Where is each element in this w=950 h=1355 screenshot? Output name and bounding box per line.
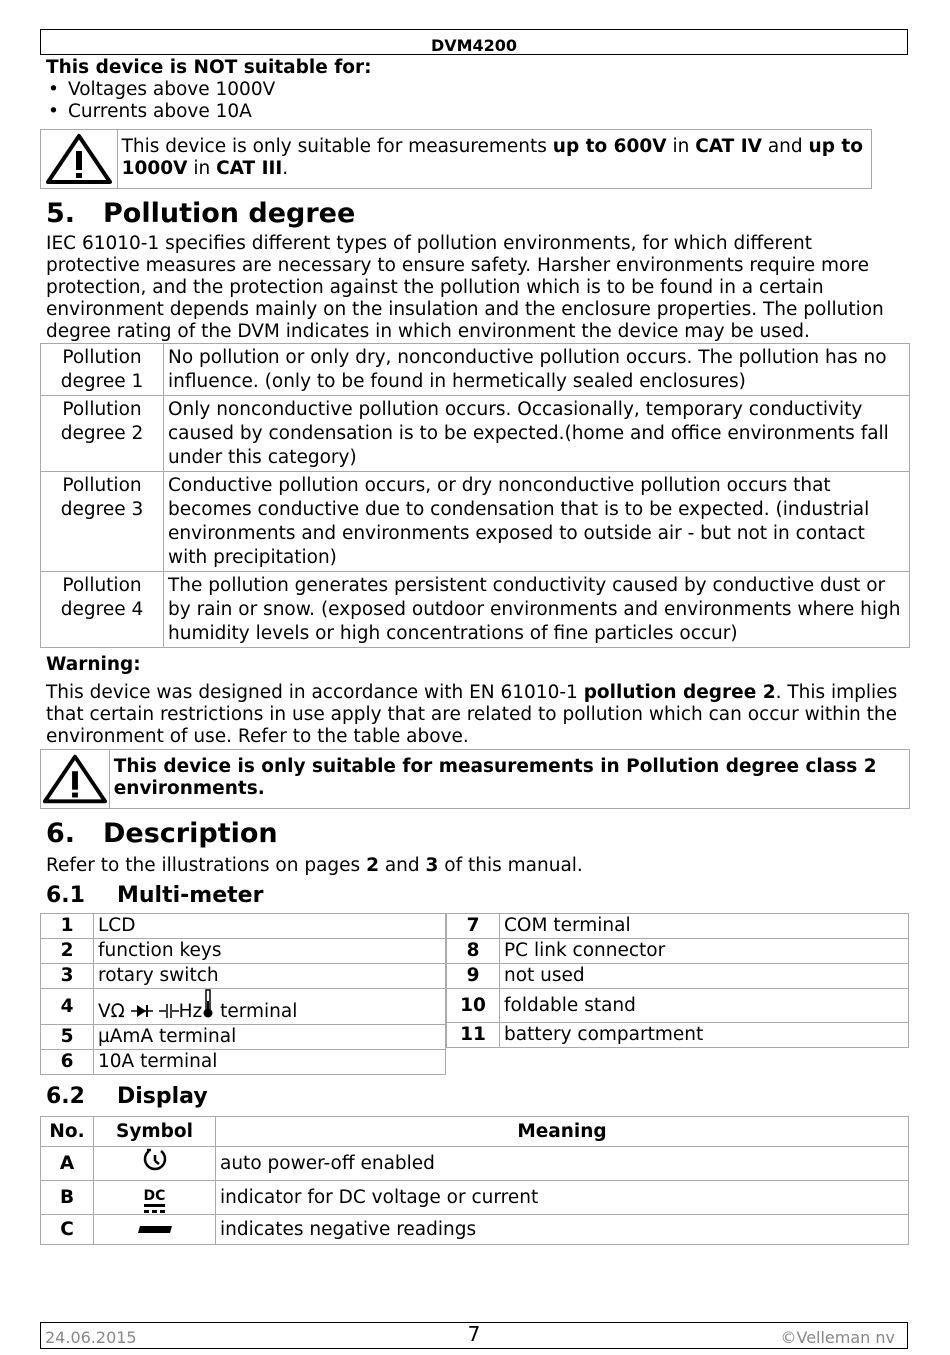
table-row bbox=[41, 472, 910, 572]
section-6-intro: Refer to the illustrations on pages 2 and 3 of this manual. bbox=[46, 855, 583, 876]
section-6-1-heading: 6.1 Multi-meter bbox=[46, 883, 264, 908]
page-footer bbox=[40, 1322, 908, 1349]
pollution-table bbox=[40, 343, 910, 648]
pollution-label: Pollution degree 2 bbox=[41, 396, 164, 472]
pollution-desc: The pollution generates persistent conductivity caused by conductive dust or by rain or snow. (exposed outdoor environments and environments where high humidity levels or high concentrations of fine particles occur) bbox=[164, 572, 910, 648]
table-row: 6 10A terminal bbox=[41, 1050, 446, 1075]
list-item: • Currents above 10A bbox=[46, 101, 910, 123]
col-header-meaning: Meaning bbox=[216, 1117, 909, 1147]
footer-date: 24.06.2015 bbox=[45, 1328, 137, 1347]
dc-icon: DC bbox=[94, 1181, 216, 1215]
col-header-symbol: Symbol bbox=[94, 1117, 216, 1147]
pollution-desc: No pollution or only dry, nonconductive pollution occurs. The pollution has no influence. (only to be found in hermetically sealed enclosures) bbox=[164, 344, 910, 396]
pollution-desc: Only nonconductive pollution occurs. Occasionally, temporary conductivity caused by condensation is to be expected.(home and office environments fall under this category) bbox=[164, 396, 910, 472]
table-row: C indicates negative readings bbox=[41, 1215, 909, 1245]
warning-title: Warning: bbox=[46, 654, 141, 675]
cat-warning-text: This device is only suitable for measurements up to 600V in CAT IV and up to 1000V in CAT III. bbox=[121, 136, 863, 179]
unsuitable-title: This device is NOT suitable for: bbox=[46, 57, 372, 78]
page-content bbox=[46, 56, 910, 1245]
section-6-2-heading: 6.2 Display bbox=[46, 1084, 208, 1109]
table-row: 4 VΩ Hz terminal bbox=[41, 989, 446, 1025]
pollution-desc: Conductive pollution occurs, or dry nonconductive pollution occurs that becomes conductive due to condensation that is to be expected. (industrial environments and environments exposed to outside air - but not in contact with precipitation) bbox=[164, 472, 910, 572]
table-row: 11 battery compartment bbox=[447, 1023, 909, 1048]
capacitor-icon bbox=[159, 1003, 179, 1019]
section-5-heading: 5. Pollution degree bbox=[46, 198, 356, 229]
section-6-heading: 6. Description bbox=[46, 818, 278, 849]
minus-icon bbox=[94, 1215, 216, 1245]
section-5-intro: IEC 61010-1 specifies different types of pollution environments, for which different protective measures are necessary to ensure safety. Harsher environments require more protection, and the protection against the pollution which is to be found in a certain environment depends mainly on the insulation and the enclosure properties. The pollution degree rating of the DVM indicates in which environment the device may be used. bbox=[46, 233, 884, 342]
diode-icon bbox=[131, 1003, 153, 1019]
multimeter-tables bbox=[40, 913, 910, 1075]
multimeter-table-left bbox=[40, 913, 446, 1075]
auto-power-off-icon bbox=[94, 1147, 216, 1181]
pollution-label: Pollution degree 4 bbox=[41, 572, 164, 648]
pollution-warning-box bbox=[40, 749, 910, 809]
display-table bbox=[40, 1116, 909, 1245]
table-row: 7 COM terminal bbox=[447, 914, 909, 939]
pollution-label: Pollution degree 3 bbox=[41, 472, 164, 572]
footer-copyright: ©Velleman nv bbox=[780, 1328, 895, 1347]
table-row: 5 µAmA terminal bbox=[41, 1025, 446, 1050]
table-row bbox=[41, 396, 910, 472]
list-item: • Voltages above 1000V bbox=[46, 79, 910, 101]
terminal-symbols: VΩ Hz terminal bbox=[94, 989, 446, 1025]
thermometer-icon bbox=[202, 989, 214, 1019]
table-row: A auto power-off enabled bbox=[41, 1147, 909, 1181]
multimeter-table-right bbox=[446, 913, 909, 1048]
model-name: DVM4200 bbox=[430, 36, 518, 55]
warning-triangle-icon bbox=[41, 750, 110, 808]
warning-triangle-icon bbox=[41, 130, 118, 188]
table-row: 8 PC link connector bbox=[447, 939, 909, 964]
warning-paragraph: This device was designed in accordance with EN 61010-1 pollution degree 2. This implies that certain restrictions in use apply that are related to pollution which can occur within the environment of use. Refer to the table above. bbox=[46, 682, 898, 747]
unsuitable-list bbox=[46, 79, 910, 123]
table-row: 1 LCD bbox=[41, 914, 446, 939]
table-row: 10 foldable stand bbox=[447, 989, 909, 1023]
cat-warning-box bbox=[40, 129, 872, 189]
page-header bbox=[40, 29, 908, 55]
page-number: 7 bbox=[467, 1322, 481, 1346]
table-row: B DC indicator for DC voltage or current bbox=[41, 1181, 909, 1215]
table-row: 2 function keys bbox=[41, 939, 446, 964]
pollution-warning-text: This device is only suitable for measurements in Pollution degree class 2 environments. bbox=[113, 756, 877, 799]
table-row: 9 not used bbox=[447, 964, 909, 989]
table-row bbox=[41, 572, 910, 648]
col-header-no: No. bbox=[41, 1117, 94, 1147]
pollution-label: Pollution degree 1 bbox=[41, 344, 164, 396]
table-row: 3 rotary switch bbox=[41, 964, 446, 989]
table-row bbox=[41, 344, 910, 396]
table-row bbox=[41, 1117, 909, 1147]
